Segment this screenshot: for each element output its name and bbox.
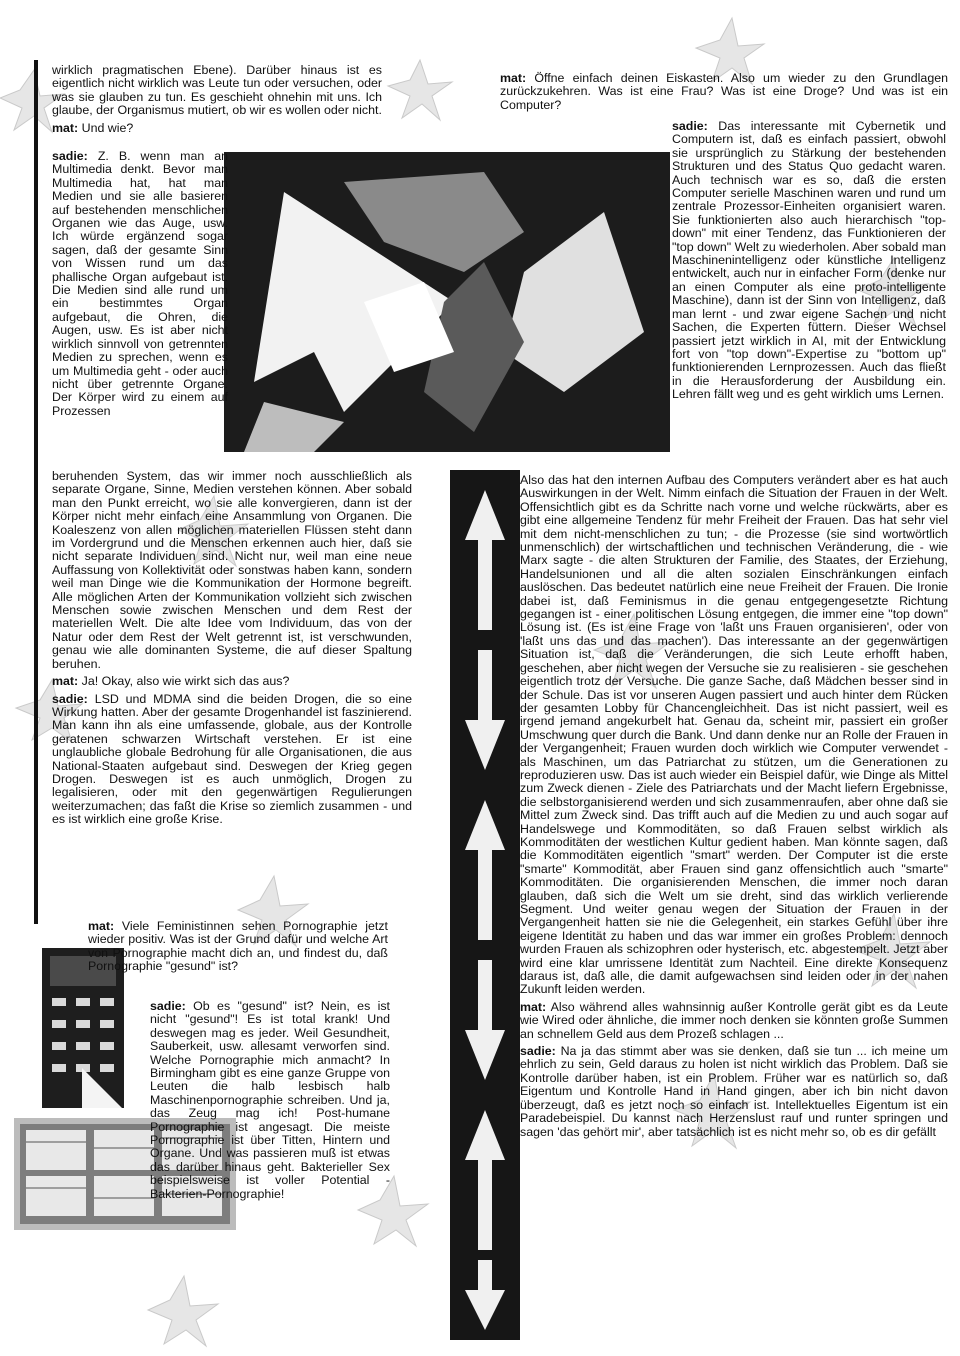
speaker-label: mat: [520, 999, 547, 1014]
speaker-label: mat: [52, 120, 79, 135]
answer-cybernetik-continued: Also das hat den internen Aufbau des Computers verändert aber es hat auch Auswirkungen in der Welt. Nimm einfach die Situation der Frauen in der Welt. Offensichtlich gibt es da Schritte nach vorne und welche rückwärts, aber es gibt eine allgemeine Tendenz für mehr Freiheit der Frauen. Das hat sehr viel mit dem nicht-menschlichen zu tun; - die Prozesse (sie sind wortwörtlich unmenschlich) der wirtschaftlichen und technischen Veränderung, die - wie Marx sagte - die alten Strukturen der Familie, des Staates, der Erziehung, Handelsunionen und all die alten sozialen Einschränkungen einfach auslöschen. Das bedeutet natürlich eine neue Freiheit der Frauen. Die Ironie dabei ist, daß Feminismus in die genau entgegengesetzte Richtung gegangen ist - einer politischen Lösung entgegen, die immer eine "top down" Lösung ist. (Es ist eine Frage von 'laßt uns Frauen organisieren', oder von 'laßt uns das und das machen'). Das interessante an der gegenwärtigen Situation ist, daß die Veränderungen, die sich Leute erhofft haben, geschehen, aber nicht wegen der Versuche sie zu realisieren - sie geschehen eigentlich trotz der Versuche. Die ganze Sache, daß Mädchen besser sind in der Schule. Das ist vor unseren Augen passiert und auch hinter dem Rücken der gesamten Lobby für Chancengleichheit. Das ist nicht passiert, weil es irgend jemand angekurbelt hat. Genau da, scheint mir, passiert ein großer Umschwung quer durch die Bank. Und dann denke nur an Rolle der Frauen in der Vergangenheit; Frauen wurden doch wirklich wie Computer verwendet - als Maschinen, um das Patriarchat zu stützen, um die Generationen zu reproduzieren usw. Das ist auch wieder ein Beispiel dafür, wie Dinge als Mittel zum Zweck dienen - Ziele des Patriarchats und der Macht liefern Ergebnisse, die selbstorganisierend werden und sich zusammenraufen, aber ohne daß sie Mittel zum Zweck sind. Das trifft auch auf die Medien zu und auch sogar auf Handelswege und Kommoditäten, so daß Frauen selbst wirklich als Kommoditäten der westlichen Kultur gedient haben. Man könnte sagen, daß die Kommoditäten eigentlich "smart" werden. Der Computer ist die erste "smarte" Kommodität, aber Frauen sind ganz offensichtlich auch "smarte" Kommoditäten. Die organisierenden Menschen, die immer noch daran glauben, daß sich die Welt um sie dreht, sind das wirklich verlierende Segment. Und weiter genau wegen der Situation der Frauen in der Vergangenheit hatten sie nie die Gelegenheit, ein starkes Gefühl über ihre eigene Identität zu haben und das war immer ein großes Problem: dennoch wurden Frauen als schizophren oder hysterisch, etc. abgestempelt. Jetzt aber wird eine klar umrissene Identität zum Nachteil. Eine direkte Konsequenz daraus ist, daß alle, die damit aufgewachsen sind leiden oder in der nahen Zukunft leiden werden. [520, 473, 948, 997]
speaker-label: sadie: [150, 999, 186, 1013]
speaker-label: sadie: [520, 1044, 556, 1059]
answer-text: Na ja das stimmt aber was sie denken, daß sie tun ... ich meine um ehrlich zu sein, Geld daraus zu holen ist nicht wirklich das Problem. Daß sie Kontrolle darüber haben, ist ein Problem. Früher war es natürlich so, daß Eigentum und Kontrolle Hand in Hand gingen, aber ich bin nicht davon überzeugt, daß es jetzt noch so einfach ist. Intellektuelles Eigentum ist ein Paradebeispiel. Du kannst nach Herzenslust rauf und runter springen und sagen 'das gehört mir', aber tatsächlich ist es nicht mehr so, ob es dir gefällt [520, 1044, 948, 1139]
answer-text: Z. B. wenn man an Multimedia denkt. Bevor man Multimedia hat, hat man Medien und sie alle basieren auf bestehenden menschlichen Organen wie das Auge, usw. Ich würde ergänzend sogar sagen, daß der gesamte Sinn von Wissen rund um das phallische Organ aufgebaut ist. Die Medien sind alle rund um ein bestimmtes Organ aufgebaut, die Ohren, die Augen, usw. Es ist aber nicht wirklich sinnvoll von getrennten Medien zu sprechen, wenn es um Multimedia geht - oder auch nicht über getrennte Organe. Der Körper wird zu einem auf Prozessen [52, 149, 228, 418]
left-margin-rule [34, 60, 38, 924]
left-porn-answer-block [150, 1000, 390, 1205]
intro-paragraph: wirklich pragmatischen Ebene). Darüber hinaus ist es eigentlich nicht wirklich was Leute tun oder versuchen, oder was sie glauben zu tun. Es geschieht ohnehin mit uns. Ich glaube, der Organismus mutiert, ob wir es wollen oder nicht. [52, 63, 382, 118]
answer-text: LSD und MDMA sind die beiden Drogen, die so eine Wirkung hatten. Aber der gesamte Drogenhandel ist faszinierend. Man kann ihn als eine umfassende, globale, aus der Kontrolle geratenen schwarzen Wirtschaft verstehen. Er ist eine unglaubliche globale Bedrohung für alle Organisationen, die aus National-Staaten aufgebaut sind. Deswegen der Krieg gegen Drogen. Deswegen ist es auch unmöglich, Drogen zu legalisieren, oder mit den gegenwärtigen Regulierungen weiterzumachen; das faßt die Krise so ziemlich zusammen - und es ist wirklich eine große Krise. [52, 691, 412, 827]
arrow-strip-photo [450, 470, 520, 1340]
speaker-label: mat: [52, 674, 79, 689]
question-text: Viele Feministinnen sehen Pornographie jetzt wieder positiv. Was ist der Grund dafür und welche Art von Pornographie macht dich an, und findest du, daß Pornographie "gesund" ist? [88, 919, 388, 974]
answer-multimedia-continued: beruhenden System, das wir immer noch ausschließlich als separate Organe, Sinne, Medien verstehen können. Aber sobald man den Punkt erreicht, wo sie alle konvergieren, dann ist der Körper nicht mehr einfach eine Ansammlung von Organen. Die Koaleszenz von allen möglichen materiellen Flüssen steht dann im Vordergrund und die Menschen erkennen auch hier, daß sie nicht separate Individuen sind. Nicht nur, weil man eine neue Auffassung von Kollektivität oder sonstwas haben kann, sondern weil man Dinge wie die Kommunikation der Hormone begreift. Alle möglichen Arten der Kommunikation vollzieht sich zwischen Menschen sowie zwischen Menschen und dem Rest der materiellen Welt. Die alte Idee vom Individuum, das von der Natur oder dem Rest der Welt getrennt ist, ist verschwunden, genau wie alle dominanten Systeme, die auf dieser Spaltung beruhen. [52, 469, 412, 671]
answer-drogen [52, 693, 412, 827]
speaker-label: sadie: [52, 691, 88, 706]
speaker-label: sadie: [52, 149, 88, 163]
speaker-label: mat: [88, 919, 115, 933]
question-text: Also während alles wahnsinnig außer Kontrolle gerät gibt es da Leute wie Wired oder ähnliche, die immer noch denken sie könnten große Summen an schnellem Geld aus dem Prozeß schlagen ... [520, 999, 949, 1041]
question-eiskasten [500, 72, 948, 112]
speaker-label: sadie: [672, 119, 708, 133]
answer-lead-text: Das interessante mit Cybernetik und Computern ist, daß es [672, 119, 946, 147]
question-wirkung [52, 675, 412, 688]
collage-photo [224, 152, 670, 452]
answer-text: einfach passiert, obwohl sie ursprünglich zu Stärkung der bestehenden Strukturen und des Status Quo gedacht waren. Auch technisch war es so, daß die ersten Computer serielle Maschinen waren und rund um zentrale Prozessor-Einheiten organisiert waren. Sie funktionierten also auch hierarchisch "top-down" mit einer Tendenz, das Funktionieren der "top down" Welt zu wiederholen. Aber sobald man Maschinenintelligenz oder künstliche Intelligenz entwickelt, auch nur in einfacher Form (denke nur an einen Computer als eine proto-intelligente Maschine), dann ist der Sinn von Intelligenz, daß man lernt - und zwar eigene Sachen und nicht Sachen, die Experten füttern. Dieser Wechsel passiert jetzt wirklich in AI, mit der Entwicklung fort von "top down"-Expertise zu "bottom up" funktionierenden Lernprozessen. Auch das fließt in die Herausforderung der Ausbildung ein. Lehren fällt weg und es geht wirklich ums Lernen. [672, 132, 946, 402]
left-intro-block [52, 64, 382, 137]
right-wide-block [520, 474, 948, 1143]
question-wired [520, 1001, 948, 1041]
answer-text: Ob es "gesund" ist? Nein, es ist nicht "gesund"! Es ist total krank! Und deswegen mag es jeder. Weil Gesundheit, Sauberkeit, usw. allesamt verworfen sind. Welche Pornographie mich anmacht? In Birmingham gibt es eine ganze Gruppe von Leuten die halb lesbisch halb Maschinenpornographie schreiben. Und ja, das Zeug mag ich! Post-humane Pornographie ist angesagt. Die meiste Pornographie ist über Titten, Hintern und Organe. Und was passieren muß ist etwas das darüber hinaus geht. Bakterieller Sex beispielsweise ist voller Potential - Bakterien-Pornographie! [150, 999, 390, 1201]
left-narrow-block [52, 150, 228, 422]
question-text: Und wie? [81, 120, 134, 135]
question-pornographie [88, 920, 388, 974]
question-text: Öffne einfach deinen Eiskasten. Also um wieder zu den Grundlagen zurückzukehren. Was ist eine Frau? Was ist eine Droge? Und was ist ein Computer? [500, 71, 948, 112]
answer-cybernetik [672, 120, 946, 402]
answer-pornographie [150, 1000, 390, 1201]
left-wide-block [52, 470, 412, 831]
right-narrow-block [672, 120, 946, 406]
answer-multimedia [52, 150, 228, 418]
question-und-wie [52, 122, 382, 135]
question-text: Ja! Okay, also wie wirkt sich das aus? [81, 674, 290, 689]
answer-eigentum [520, 1045, 948, 1139]
left-porn-question-block [88, 920, 388, 978]
speaker-label: mat: [500, 71, 527, 85]
right-top-block [500, 72, 948, 116]
